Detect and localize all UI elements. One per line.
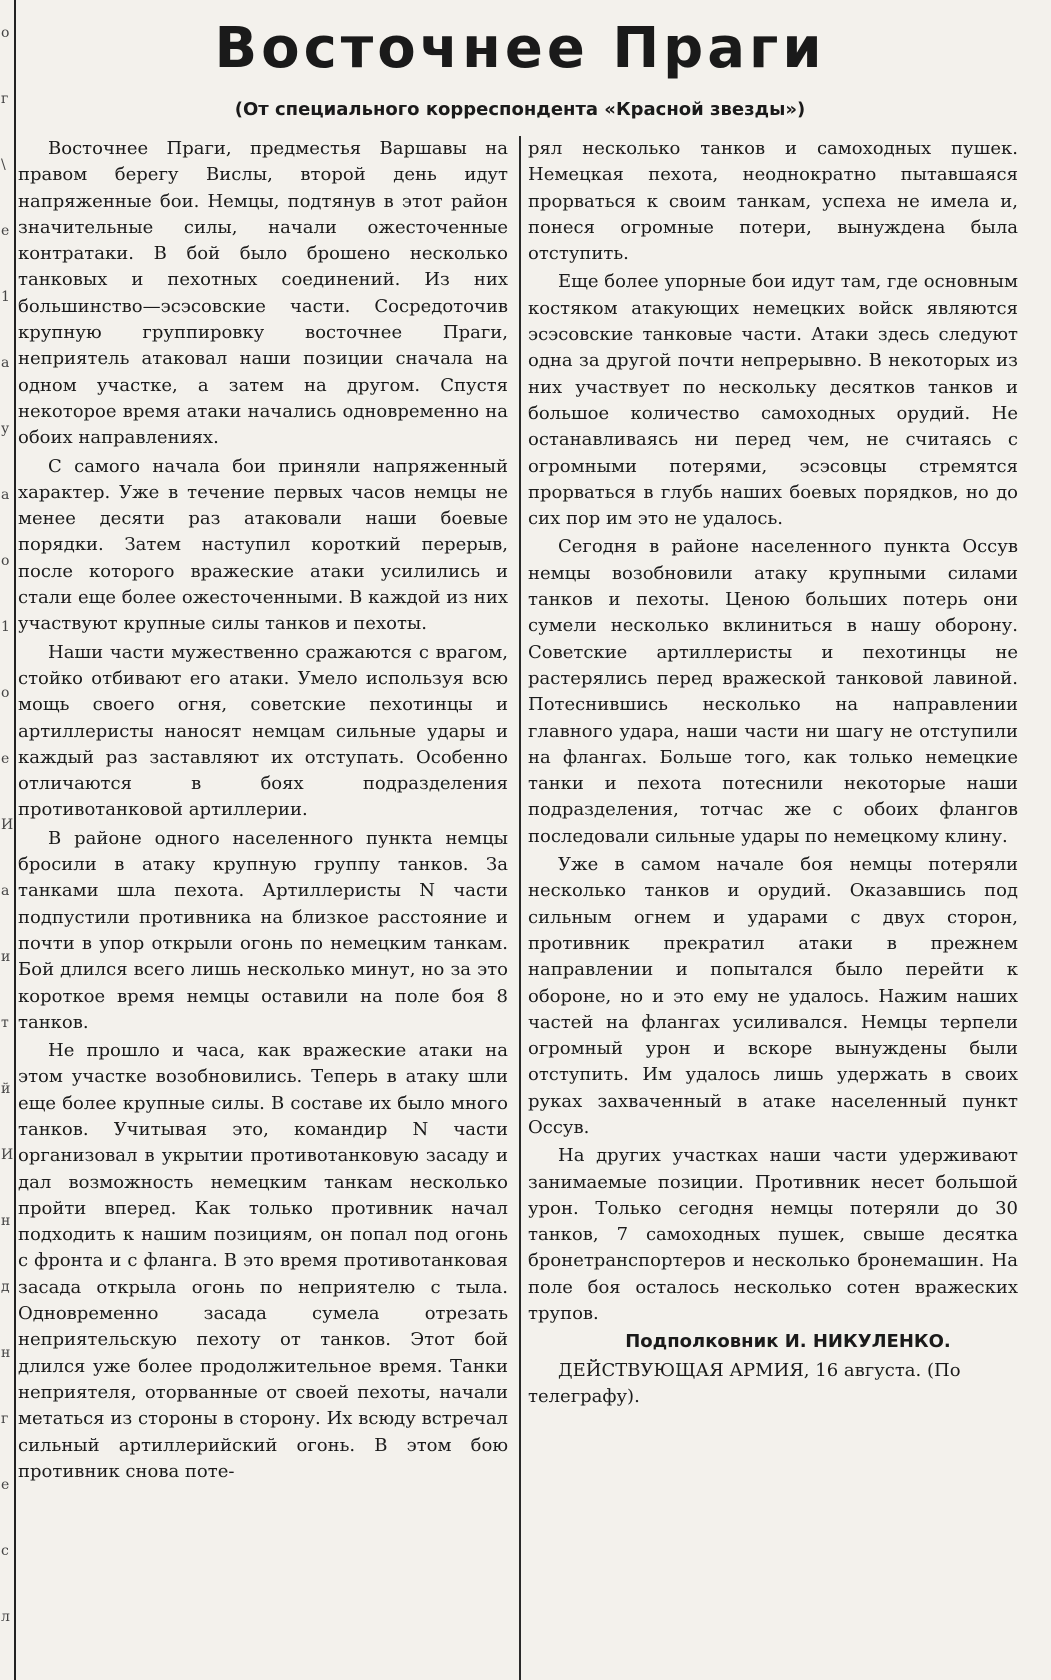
edge-glyph: 1 — [1, 289, 10, 305]
paragraph: Сегодня в районе населенного пункта Оссув немцы возобновили атаку крупными силами танков и пехоты. Ценою больших потерь они сумели несколько вклиниться в нашу оборону. Советские артиллеристы и пехотинцы не растерялись перед вражеской танковой лавиной. Потеснившись несколько на направлении главного удара, наши части ни шагу не отступили на флангах. Больше того, как только немецкие танки и пехота потеснили некоторые наши подразделения, тотчас же с обоих флангов последовали сильные удары по немецкому клину. — [528, 536, 1018, 847]
paragraph: В районе одного населенного пункта немцы бросили в атаку крупную группу танков. За танками шла пехота. Артиллеристы N части подпустили противника на близкое расстояние и почти в упор открыли огонь по немецким танкам. Бой длился всего лишь несколько минут, но за это короткое время немцы оставили на поле боя 8 танков. — [18, 827, 508, 1033]
edge-glyph: т — [1, 1015, 9, 1031]
edge-glyph: г — [1, 1411, 9, 1427]
edge-glyph: И — [1, 1147, 14, 1163]
paragraph: Наши части мужественно сражаются с врагом, стойко отбивают его атаки. Умело используя всю мощь своего огня, советские пехотинцы и артиллеристы наносят немцам сильные удары и каждый раз заставляют их отступать. Особенно отличаются в боях подразделения противотанковой артиллерии. — [18, 641, 508, 821]
column-divider — [519, 136, 521, 1680]
edge-glyph: л — [1, 1609, 10, 1625]
paragraph: Восточнее Праги, предместья Варшавы на правом берегу Вислы, второй день идут напряженные бои. Немцы, подтянув в этот район значительные силы, начали ожесточенные контратаки. В бой было брошено несколько танковых и пехотных соединений. Из них большинство—эсэсовские части. Сосредоточив крупную группировку восточнее Праги, неприятель атаковал наши позиции сначала на одном участке, а затем на другом. Спустя некоторое время атаки начались одновременно на обоих направлениях. — [18, 138, 508, 449]
paragraph: На других участках наши части удерживают занимаемые позиции. Противник несет большой урон. Только сегодня немцы потеряли до 30 танков, 7 самоходных пушек, свыше десятка бронетранспортеров и несколько бронемашин. На поле боя осталось несколько сотен вражеских трупов. — [528, 1145, 1018, 1325]
edge-glyph: 1 — [1, 619, 10, 635]
edge-glyph: а — [1, 883, 10, 899]
edge-glyph: с — [1, 1543, 9, 1559]
edge-glyph: у — [1, 421, 10, 437]
edge-glyph: е — [1, 223, 10, 239]
edge-glyph: о — [1, 25, 10, 41]
paragraph: С самого начала бои приняли напряженный характер. Уже в течение первых часов немцы не менее десяти раз атаковали наши боевые порядки. Затем наступил короткий перерыв, после которого вражеские атаки усилились и стали еще более ожесточенными. В каждой из них участвуют крупные силы танков и пехоты. — [18, 455, 508, 635]
edge-glyph: е — [1, 751, 10, 767]
left-edge-margin — [0, 0, 16, 1680]
right-column — [528, 136, 1018, 1410]
edge-glyph: и — [1, 949, 11, 965]
author-signature: Подполковник И. НИКУЛЕНКО. — [625, 1331, 951, 1353]
paragraph: Еще более упорные бои идут там, где основным костяком атакующих немецких войск являются эсэсовские танковые части. Атаки здесь следуют одна за другой почти непрерывно. В некоторых из них участвует по нескольку десятков танков и большое количество самоходных орудий. Не останавливаясь ни перед чем, не считаясь с огромными потерями, эсэсовцы стремятся прорваться в глубь наших боевых порядков, но до сих пор им это не удалось. — [528, 271, 1019, 530]
edge-glyph: И — [1, 817, 14, 833]
edge-glyph: н — [1, 1213, 11, 1229]
article-subtitle: (От специального корреспондента «Красной звезды») — [234, 99, 806, 120]
edge-glyph: \ — [1, 157, 6, 173]
left-column — [18, 136, 508, 1485]
edge-glyph: а — [1, 355, 10, 371]
dateline: ДЕЙСТВУЮЩАЯ АРМИЯ, 16 августа. (По телеграфу). — [528, 1359, 961, 1407]
edge-glyph: о — [1, 553, 10, 569]
edge-glyph: й — [1, 1081, 11, 1097]
paragraph: Уже в самом начале боя немцы потеряли несколько танков и орудий. Оказавшись под сильным огнем и ударами с двух сторон, противник прекратил атаки в прежнем направлении и попытался было перейти к обороне, но и это ему не удалось. Нажим наших частей на флангах усиливался. Немцы терпели огромный урон и вскоре вынуждены были отступить. Им удалось лишь удержать в своих руках захваченный в атаке населенный пункт Оссув. — [528, 854, 1018, 1138]
edge-glyph: о — [1, 685, 10, 701]
left-edge-fragments — [1, 0, 12, 1650]
edge-glyph: г — [1, 91, 9, 107]
paragraph-continued: рял несколько танков и самоходных пушек. Немецкая пехота, неоднократно пытавшаяся прорваться к своим танкам, успеха не имела и, понеся огромные потери, вынуждена была отступить. — [528, 138, 1018, 265]
edge-glyph: д — [1, 1279, 10, 1295]
article-headline: Восточнее Праги — [214, 16, 826, 81]
paragraph: Не прошло и часа, как вражеские атаки на этом участке возобновились. Теперь в атаку шли еще более крупные силы. В составе их было много танков. Учитывая это, командир N части организовал в укрытии противотанковую засаду и дал возможность немецким танкам несколько пройти вперед. Как только противник начал подходить к нашим позициям, он попал под огонь с фронта и с фланга. В это время противотанковая засада открыла огонь по неприятелю с тыла. Одновременно засада сумела отрезать неприятельскую пехоту от танков. Этот бой длился уже более продолжительное время. Танки неприятеля, оторванные от своей пехоты, начали метаться из стороны в сторону. Их всюду встречал сильный артиллерийский огонь. В этом бою противник снова поте- — [18, 1040, 508, 1482]
edge-glyph: е — [1, 1477, 10, 1493]
edge-glyph: н — [1, 1345, 11, 1361]
edge-glyph: а — [1, 487, 10, 503]
